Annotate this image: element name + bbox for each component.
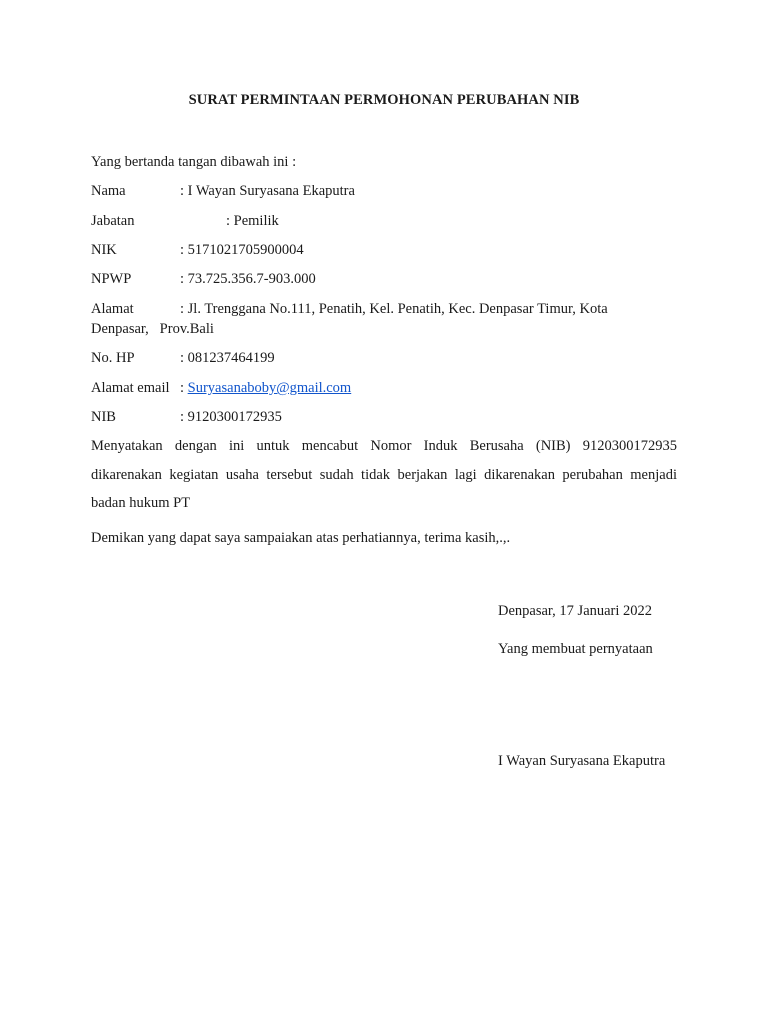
field-jabatan-label: Jabatan	[91, 213, 135, 229]
field-nik-label: NIK	[91, 242, 117, 258]
field-alamat-continuation: Denpasar, Prov.Bali	[91, 321, 214, 337]
field-jabatan-value: : Pemilik	[226, 213, 279, 229]
statement-line-2: dikarenakan kegiatan usaha tersebut sudah tidak berjakan lagi dikarenakan perubahan menjadi	[91, 466, 677, 483]
intro-text: Yang bertanda tangan dibawah ini :	[91, 154, 297, 170]
field-nib-value: : 9120300172935	[180, 409, 282, 425]
field-hp-value: : 081237464199	[180, 350, 275, 366]
letter-title: SURAT PERMINTAAN PERMOHONAN PERUBAHAN NIB	[188, 92, 580, 108]
field-email-value	[180, 380, 351, 397]
field-npwp-label: NPWP	[91, 271, 132, 287]
field-npwp-value: : 73.725.356.7-903.000	[180, 271, 316, 287]
signature-name: I Wayan Suryasana Ekaputra	[498, 753, 666, 769]
signature-place-date: Denpasar, 17 Januari 2022	[498, 603, 653, 619]
field-hp-label: No. HP	[91, 350, 135, 366]
field-alamat-label: Alamat	[91, 301, 134, 317]
field-nik-value: : 5171021705900004	[180, 242, 304, 258]
field-email-prefix: :	[180, 380, 188, 396]
signature-role: Yang membuat pernyataan	[498, 641, 653, 657]
field-nib-label: NIB	[91, 409, 116, 425]
field-alamat-value: : Jl. Trenggana No.111, Penatih, Kel. Penatih, Kec. Denpasar Timur, Kota	[180, 301, 608, 317]
statement-line-3: badan hukum PT	[91, 495, 191, 511]
closing-text: Demikan yang dapat saya sampaiakan atas perhatiannya, terima kasih,.,.	[91, 530, 511, 546]
field-email-label: Alamat email	[91, 380, 170, 396]
field-nama-value: : I Wayan Suryasana Ekaputra	[180, 183, 355, 199]
statement-paragraph	[91, 432, 677, 518]
email-link[interactable]: Suryasanaboby@gmail.com	[187, 380, 352, 396]
field-nama-label: Nama	[91, 183, 126, 199]
statement-line-1: Menyatakan dengan ini untuk mencabut Nomor Induk Berusaha (NIB) 9120300172935	[91, 438, 677, 454]
